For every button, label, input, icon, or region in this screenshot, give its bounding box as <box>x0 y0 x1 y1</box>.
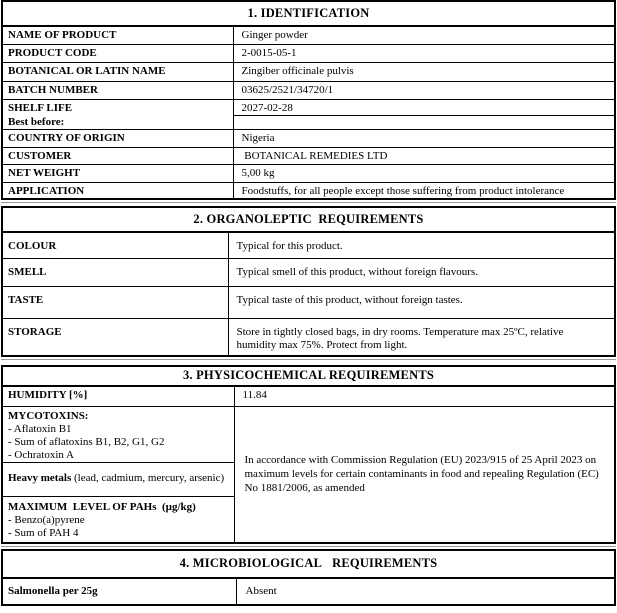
pahs-cell <box>2 497 234 543</box>
table-row <box>2 550 615 578</box>
table-row <box>2 1 615 26</box>
row-value: 03625/2521/34720/1 <box>233 81 615 99</box>
table-row <box>2 99 615 116</box>
row-label: COUNTRY OF ORIGIN <box>2 129 233 147</box>
row-value: Typical smell of this product, without foreign flavours. <box>228 259 615 287</box>
table-row <box>2 407 615 463</box>
table-row <box>2 182 615 199</box>
row-value-empty <box>233 116 615 129</box>
regulation-cell <box>234 407 615 543</box>
row-value: Typical taste of this product, without foreign tastes. <box>228 287 615 319</box>
row-label: Salmonella per 25g <box>2 578 236 605</box>
mycotoxin-item: - Ochratoxin A <box>8 449 74 461</box>
pah-item: - Sum of PAH 4 <box>8 527 79 539</box>
row-label-shelf-life <box>2 99 233 129</box>
regulation-text: In accordance with Commission Regulation (EU) 2023/915 of 25 April 2023 on maximum levels for certain contaminants in food and repealing Regulation (EC) No 1881/2006, as amended <box>244 454 599 495</box>
table-row <box>2 207 615 232</box>
row-value: Store in tightly closed bags, in dry rooms. Temperature max 25ºC, relative humidity max 75%. Protect from light. <box>228 319 615 356</box>
row-value: Typical for this product. <box>228 232 615 259</box>
mycotoxin-item: - Aflatoxin B1 <box>8 423 72 435</box>
section-title-microbiological: 4. MICROBIOLOGICAL REQUIREMENTS <box>2 550 615 578</box>
microbiological-table <box>1 549 616 606</box>
row-label: PRODUCT CODE <box>2 44 233 62</box>
table-row <box>2 62 615 81</box>
shelf-life-label: SHELF LIFE <box>8 101 73 114</box>
mycotoxins-heading: MYCOTOXINS: <box>8 410 89 422</box>
row-label: TASTE <box>2 287 228 319</box>
section-divider <box>1 544 616 549</box>
mycotoxin-item: - Sum of aflatoxins B1, B2, G1, G2 <box>8 436 165 448</box>
best-before-label: Best before: <box>8 115 65 128</box>
row-label: COLOUR <box>2 232 228 259</box>
section-title-physicochemical: 3. PHYSICOCHEMICAL REQUIREMENTS <box>2 366 615 386</box>
table-row <box>2 287 615 319</box>
row-value: Foodstuffs, for all people except those suffering from product intolerance <box>233 182 615 199</box>
table-row <box>2 81 615 99</box>
row-value: 11.84 <box>234 386 615 407</box>
row-value: Absent <box>236 578 615 605</box>
row-value: BOTANICAL REMEDIES LTD <box>233 147 615 164</box>
row-label: HUMIDITY [%] <box>2 386 234 407</box>
section-title-organoleptic: 2. ORGANOLEPTIC REQUIREMENTS <box>2 207 615 232</box>
row-label: APPLICATION <box>2 182 233 199</box>
row-label: BOTANICAL OR LATIN NAME <box>2 62 233 81</box>
physicochemical-table <box>1 365 616 544</box>
pah-item: - Benzo(a)pyrene <box>8 514 85 526</box>
table-row <box>2 129 615 147</box>
row-label: SMELL <box>2 259 228 287</box>
section-divider <box>1 200 616 206</box>
pahs-heading: MAXIMUM LEVEL OF PAHs (µg/kg) <box>8 501 196 513</box>
table-row <box>2 366 615 386</box>
row-label: NET WEIGHT <box>2 164 233 182</box>
row-value: 2-0015-05-1 <box>233 44 615 62</box>
heavy-metals-detail: (lead, cadmium, mercury, arsenic) <box>71 472 225 484</box>
row-label: NAME OF PRODUCT <box>2 26 233 44</box>
row-label: STORAGE <box>2 319 228 356</box>
table-row <box>2 578 615 605</box>
identification-table <box>1 0 616 200</box>
table-row <box>2 26 615 44</box>
mycotoxins-cell <box>2 407 234 463</box>
table-row <box>2 44 615 62</box>
table-row <box>2 164 615 182</box>
table-row <box>2 386 615 407</box>
heavy-metals-cell <box>2 463 234 497</box>
row-value: 2027-02-28 <box>233 99 615 116</box>
row-label: BATCH NUMBER <box>2 81 233 99</box>
table-row <box>2 259 615 287</box>
row-value: Zingiber officinale pulvis <box>233 62 615 81</box>
row-label: CUSTOMER <box>2 147 233 164</box>
organoleptic-table <box>1 206 616 357</box>
table-row <box>2 319 615 356</box>
row-value: Ginger powder <box>233 26 615 44</box>
row-value: 5,00 kg <box>233 164 615 182</box>
table-row <box>2 147 615 164</box>
table-row <box>2 232 615 259</box>
section-title-identification: 1. IDENTIFICATION <box>2 1 615 26</box>
section-divider <box>1 357 616 365</box>
heavy-metals-heading: Heavy metals <box>8 472 72 484</box>
row-value: Nigeria <box>233 129 615 147</box>
